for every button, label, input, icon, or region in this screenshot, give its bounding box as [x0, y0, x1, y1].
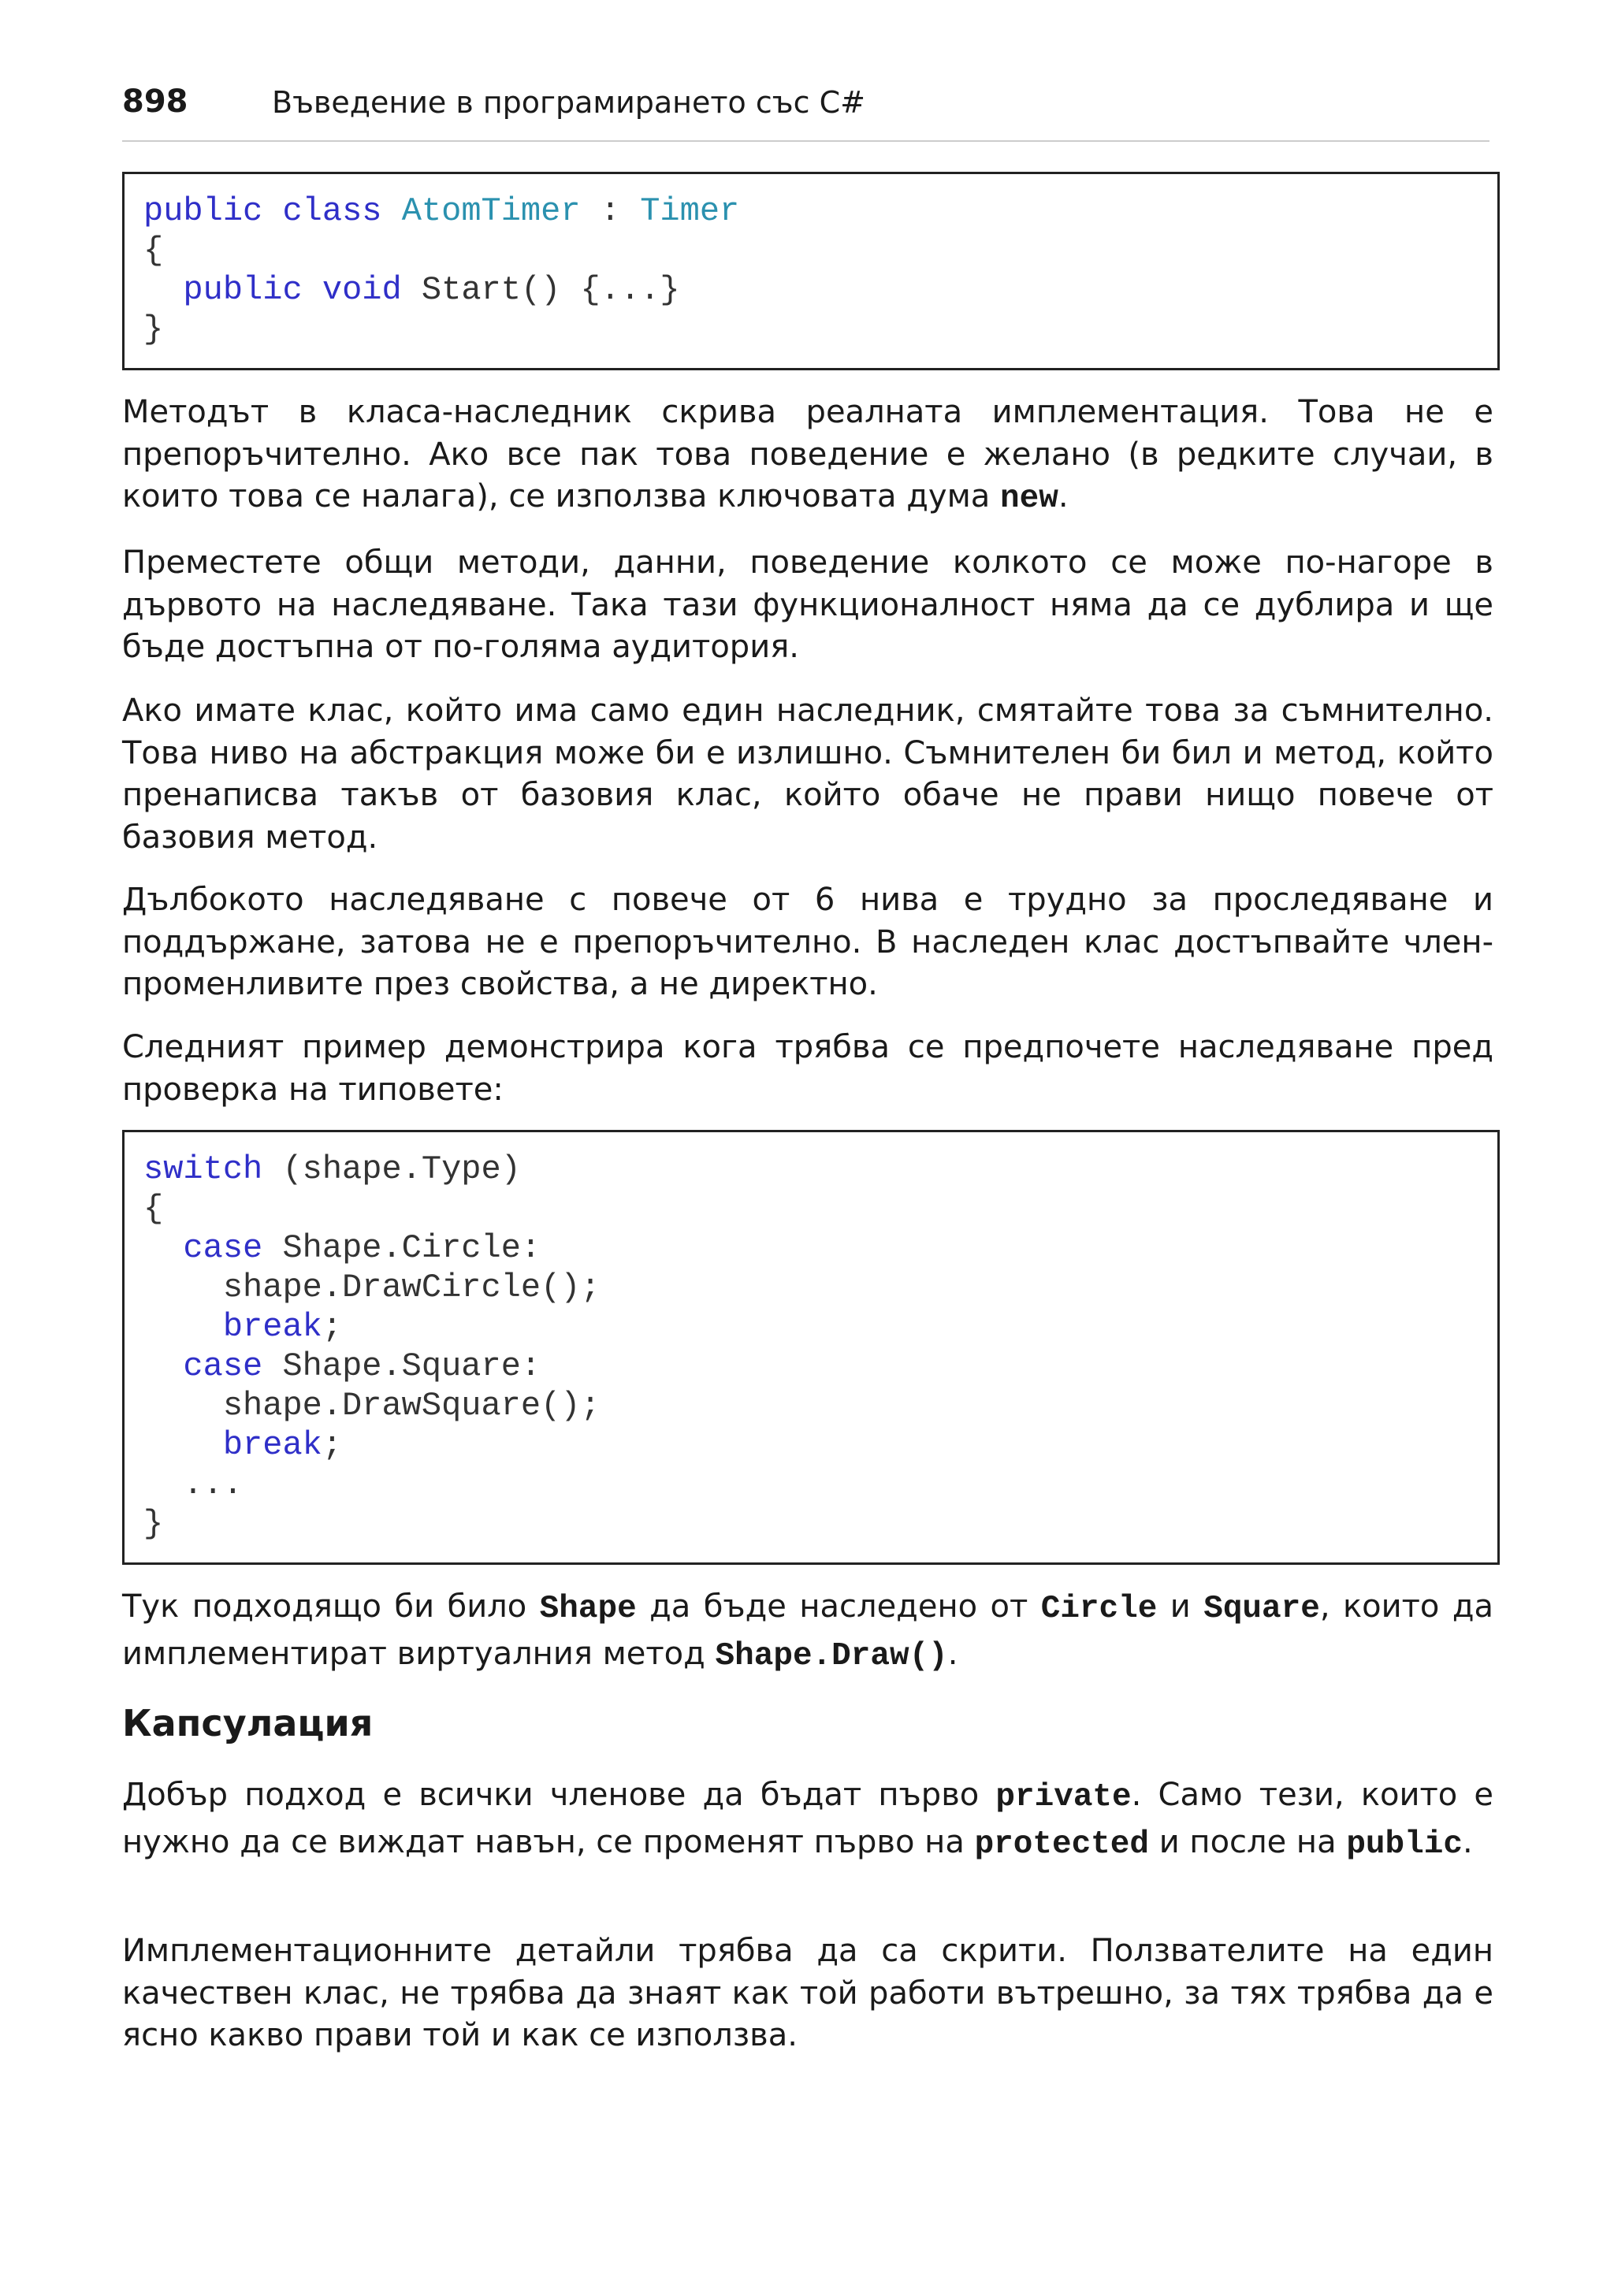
page-header [122, 77, 1489, 142]
page-number: 898 [122, 84, 188, 120]
paragraph-move-common: Преместете общи методи, данни, поведение колкото се може по-нагоре в дървото на наследяване. Така тази функционалност няма да се дублира и ще бъде достъпна от по-голяма аудитория. [122, 544, 1493, 665]
code-block-switch: switch (shape.Type) { case Shape.Circle: shape.DrawCircle(); break; case Shape.Square: shape.DrawSquare(); break; ... } [122, 1130, 1500, 1565]
paragraph-implementation-details: Имплементационните детайли трябва да са скрити. Ползвателите на един качествен клас, не трябва да знаят как той работи вътрешно, за тях трябва да е ясно какво прави той и как се използва. [122, 1933, 1493, 2053]
code-block-atomtimer: public class AtomTimer : Timer { public void Start() {...} } [122, 172, 1500, 370]
paragraph-deep-inheritance: Дълбокото наследяване с повече от 6 нива е трудно за проследяване и поддържане, затова не е препоръчително. В наследен клас достъпвайте член-променливите през свойства, а не директно. [122, 882, 1493, 1002]
book-title: Въведение в програмирането със C# [272, 85, 865, 120]
paragraph-access-modifiers: Добър подход е всички членове да бъдат първо private. Само тези, които е нужно да се виждат навън, се променят първо на protected и после на public. [122, 1777, 1493, 1863]
section-title-encapsulation: Капсулация [122, 1702, 374, 1744]
paragraph-method-hiding: Методът в класа-наследник скрива реалната имплементация. Това не е препоръчително. Ако все пак това поведение е желано (в редките случаи, в които това се налага), се използва ключовата дума new. [122, 394, 1493, 517]
paragraph-single-child: Ако имате клас, който има само един наследник, смятайте това за съмнително. Това ниво на абстракция може би е излишно. Съмнителен би бил и метод, който пренаписва такъв от базовия клас, който обаче не прави нищо повече от базовия метод. [122, 693, 1493, 856]
paragraph-example-intro: Следният пример демонстрира кога трябва се предпочете наследяване пред проверка на типовете: [122, 1029, 1493, 1108]
paragraph-shape-inheritance: Тук подходящо би било Shape да бъде наследено от Circle и Square, които да имплементират виртуалния метод Shape.Draw(). [122, 1588, 1493, 1674]
